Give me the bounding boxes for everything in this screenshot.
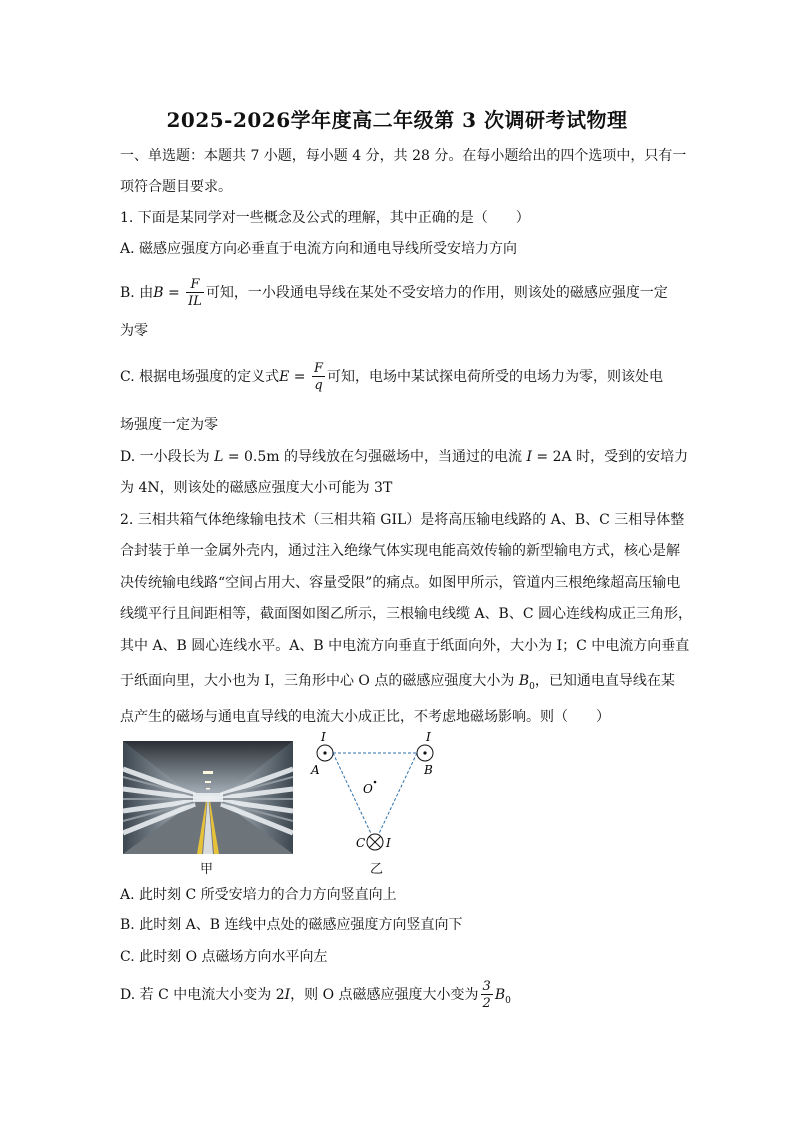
q1-c-den: q [314,378,323,393]
q1-option-a: A. 磁感应强度方向必垂直于电流方向和通电导线所受安培力方向 [120,241,518,257]
label-I-c: I [386,836,391,850]
q1-d-L: L [214,449,224,465]
label-O: O [363,782,373,796]
q2-stem-line6 [120,670,680,692]
q2-l6-d: ，已知通电直导线在某 [534,673,675,689]
q1-b-lhs: B [153,285,164,301]
q1-c-num: F [314,361,324,376]
q1-c-lhs: E [279,369,290,385]
center-o-dot [374,781,377,784]
q2-stem-line7: 点产生的磁场与通电直导线的电流大小成正比，不考虑地磁场影响。则（ ） [120,709,610,725]
q2-d-fraction [481,980,493,1010]
q1-stem: 1. 下面是某同学对一些概念及公式的理解，其中正确的是（ ） [120,210,530,226]
q1-c-rest: 可知，电场中某试探电荷所受的电场力为零，则该处电 [327,369,664,385]
q2-option-b: B. 此时刻 A、B 连线中点处的磁感应强度方向竖直向下 [120,917,463,933]
q2-l6-sub: 0 [529,681,535,692]
figure-jia-photo [123,741,293,854]
conductor-b-out-icon [417,745,433,761]
label-I-b: I [426,730,431,744]
q1-b-eq: = [163,285,185,301]
q2-d-num: 3 [482,979,491,994]
q1-c-fraction [312,362,325,392]
q2-l6-B: B [518,673,530,689]
q1-option-b-line2: 为零 [120,323,148,339]
figure-jia-caption: 甲 [200,862,214,877]
triangle-dashed [333,753,417,842]
q1-c-prefix: C. 根据电场强度的定义式 [120,369,280,385]
q2-d-I: I [284,987,291,1003]
figure-yi-diagram [300,728,450,878]
q1-b-fraction [186,278,204,308]
q2-option-a: A. 此时刻 C 所受安培力的合力方向竖直向上 [120,887,397,903]
q1-option-d [120,446,689,466]
q2-stem-line4: 线缆平行且间距相等，截面图如图乙所示，三根输电线缆 A、B、C 圆心连线构成正三角形， [120,606,693,622]
q1-c-eq: = [289,369,310,385]
q2-d-B: B [494,987,506,1003]
q2-option-c: C. 此时刻 O 点磁场方向水平向左 [120,949,328,965]
section-header-line1: 一、单选题：本题共 7 小题，每小题 4 分，共 28 分。在每小题给出的四个选项中，只有一 [120,148,687,164]
q1-b-rest: 可知，一小段通电导线在某处不受安培力的作用，则该处的磁感应强度一定 [205,285,668,301]
figure-yi-caption: 乙 [370,862,384,877]
section-header-line2: 项符合题目要求。 [120,179,232,195]
q1-d-c: = 2A 时，受到的安培力 [531,449,689,465]
conductor-a-out-icon [317,745,333,761]
q2-d-a: D. 若 C 中电流大小变为 2 [120,987,285,1003]
label-C: C [356,836,366,850]
q1-option-d-line2: 为 4N，则该处的磁感应强度大小可能为 3T [120,480,393,496]
q1-option-b [120,278,680,308]
label-A: A [311,763,320,777]
label-I-a: I [321,730,326,744]
q1-b-num: F [186,278,204,293]
q2-stem-line1: 2. 三相共箱气体绝缘输电技术（三相共箱 GIL）是将高压输电线路的 A、B、C 三相导体整 [120,512,685,528]
q2-option-d [120,980,680,1010]
q2-stem-line2: 合封装于单一金属外壳内，通过注入绝缘气体实现电能高效传输的新型输电方式，核心是解 [120,543,680,559]
q1-option-c [120,362,680,392]
q1-b-den: IL [188,294,202,309]
q2-d-sub: 0 [505,995,511,1006]
q2-d-b: ，则 O 点磁感应强度大小变为 [290,987,479,1003]
q1-option-c-line2: 场强度一定为零 [120,417,218,433]
label-B: B [424,763,433,777]
conductor-c-in-icon [367,834,383,850]
q2-stem-line5: 其中 A、B 圆心连线水平。A、B 中电流方向垂直于纸面向外，大小为 I；C 中电流方向垂直 [120,638,690,654]
q1-d-b: = 0.5m 的导线放在匀强磁场中，当通过的电流 [223,449,527,465]
page-title: 2025-2026学年度高二年级第 3 次调研考试物理 [166,108,628,132]
q2-l6-a: 于纸面向里，大小也为 I，三角形中心 O 点的磁感应强度大小为 [120,673,519,689]
q1-d-a: D. 一小段长为 [120,449,215,465]
q2-stem-line3: 决传统输电线路“空间占用大、容量受限”的痛点。如图甲所示，管道内三根绝缘超高压输电 [120,575,681,591]
q1-d-I: I [526,449,532,465]
q2-d-den: 2 [482,996,491,1011]
q1-b-prefix: B. 由 [120,285,154,301]
